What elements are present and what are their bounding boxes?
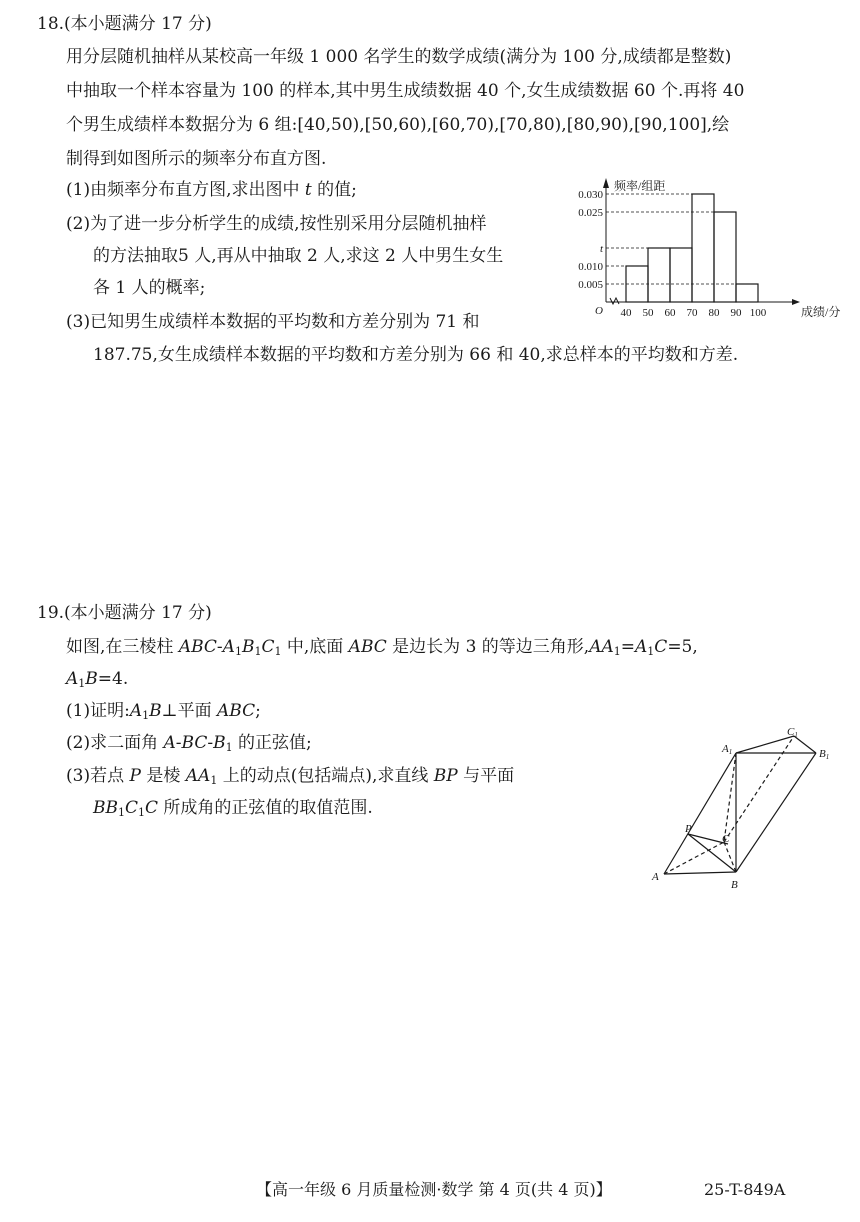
label-B1 bbox=[819, 748, 829, 761]
m: BP bbox=[433, 766, 458, 786]
q18-stem-line-3: 个男生成绩样本数据分为 6 组:[40,50),[50,60),[60,70),[70,80),[80,90),[90,100],绘 bbox=[66, 115, 730, 135]
m: A bbox=[66, 669, 79, 689]
x-tick-label-3: 60 bbox=[664, 307, 676, 319]
s: 1 bbox=[78, 677, 86, 690]
q18-part-3-line-1: (3)已知男生成绩样本数据的平均数和方差分别为 71 和 bbox=[66, 312, 480, 332]
s: 1 bbox=[647, 645, 655, 658]
t: 所成角的正弦值的取值范围. bbox=[158, 798, 373, 818]
label-P: P bbox=[685, 823, 692, 835]
y-axis-label: 频率/组距 bbox=[614, 179, 666, 193]
q18-part-2-line-3: 各 1 人的概率; bbox=[93, 278, 206, 298]
q18-part-1-tail: 的值; bbox=[311, 180, 357, 200]
histogram-bar-5 bbox=[714, 212, 736, 302]
q18-part-2-line-2: 的方法抽取5 人,再从中抽取 2 人,求这 2 人中男生女生 bbox=[93, 246, 504, 266]
q19-header: 19.(本小题满分 17 分) bbox=[37, 603, 212, 623]
s: 1 bbox=[138, 806, 146, 819]
q19-part-3-line-2 bbox=[93, 796, 373, 825]
t: 是边长为 3 的等边三角形, bbox=[386, 637, 590, 657]
m: C bbox=[261, 637, 275, 657]
q19-stem-line-1 bbox=[66, 635, 698, 664]
x-tick-label-2: 50 bbox=[642, 307, 654, 319]
y-tick-label-2: 0.025 bbox=[578, 207, 603, 219]
t: 与平面 bbox=[457, 766, 515, 786]
q19-part-1 bbox=[66, 699, 261, 728]
x-axis-label: 成绩/分 bbox=[801, 305, 841, 319]
q18-part-1 bbox=[66, 178, 357, 202]
x-tick-label-7: 100 bbox=[749, 307, 767, 319]
t: 的正弦值; bbox=[232, 733, 312, 753]
t: (3)若点 bbox=[66, 766, 130, 786]
edge-C-C1 bbox=[724, 736, 794, 842]
label-A1-sub: 1 bbox=[728, 748, 733, 756]
q18-part-3-line-2: 187.75,女生成绩样本数据的平均数和方差分别为 66 和 40,求总样本的平均数和方差. bbox=[93, 345, 739, 365]
y-tick-label-4: 0.010 bbox=[578, 261, 603, 273]
edge-A-A1 bbox=[664, 753, 736, 874]
x-tick-label-6: 90 bbox=[730, 307, 742, 319]
label-A1 bbox=[721, 743, 732, 756]
var-t: t bbox=[304, 180, 312, 200]
s: 1 bbox=[118, 806, 125, 819]
edge-B-B1 bbox=[736, 753, 816, 872]
t: 是棱 bbox=[140, 766, 186, 786]
x-axis-arrow bbox=[792, 299, 800, 305]
label-C1-letter: C bbox=[787, 726, 795, 738]
q18-stem-line-4: 制得到如图所示的频率分布直方图. bbox=[66, 149, 327, 169]
m: BC bbox=[181, 733, 208, 753]
s: 1 bbox=[210, 774, 218, 787]
histogram-bar-6 bbox=[736, 284, 758, 302]
edge-A1-C1 bbox=[736, 736, 794, 753]
frequency-histogram bbox=[558, 174, 841, 324]
q18-part-2-line-1: (2)为了进一步分析学生的成绩,按性别采用分层随机抽样 bbox=[66, 214, 487, 234]
label-C1-sub: 1 bbox=[794, 731, 798, 739]
m: ABC bbox=[178, 637, 217, 657]
label-C: C bbox=[722, 833, 730, 845]
x-tick-label-5: 80 bbox=[708, 307, 720, 319]
t: - bbox=[216, 637, 223, 657]
m: ABC bbox=[348, 637, 387, 657]
histogram-bar-4 bbox=[692, 194, 714, 302]
q18-part-1-text: (1)由频率分布直方图,求出图中 bbox=[66, 180, 305, 200]
m: C bbox=[125, 798, 139, 818]
prism-figure bbox=[640, 726, 840, 894]
y-axis-arrow bbox=[603, 178, 609, 188]
t: =4. bbox=[97, 669, 129, 689]
m: AA bbox=[589, 637, 614, 657]
label-B1-letter: B bbox=[819, 748, 826, 760]
t: ⊥平面 bbox=[161, 701, 217, 721]
label-B: B bbox=[731, 879, 738, 891]
q19-stem-line-2 bbox=[66, 667, 128, 696]
label-C1 bbox=[787, 726, 798, 739]
footer-code: 25-T-849A bbox=[704, 1180, 786, 1199]
edge-A-B bbox=[664, 872, 736, 874]
t: (1)证明: bbox=[66, 701, 130, 721]
m: BB bbox=[93, 798, 118, 818]
x-tick-label-4: 70 bbox=[686, 307, 698, 319]
label-A1-letter: A bbox=[722, 743, 729, 755]
s: 1 bbox=[274, 645, 282, 658]
label-B1-sub: 1 bbox=[825, 753, 830, 761]
t: - bbox=[175, 733, 182, 753]
q19-part-3-line-1 bbox=[66, 764, 514, 793]
m: P bbox=[129, 766, 141, 786]
histogram-bar-2 bbox=[648, 248, 670, 302]
y-tick-label-1: 0.030 bbox=[578, 189, 603, 201]
x-axis-break bbox=[610, 298, 619, 304]
m: A bbox=[222, 637, 235, 657]
s: 1 bbox=[142, 709, 150, 722]
q18-header: 18.(本小题满分 17 分) bbox=[37, 14, 212, 34]
m: C bbox=[145, 798, 159, 818]
label-A: A bbox=[652, 871, 659, 883]
m: B bbox=[213, 733, 226, 753]
m: A bbox=[635, 637, 648, 657]
m: B bbox=[85, 669, 98, 689]
m: B bbox=[149, 701, 162, 721]
q19-part-2 bbox=[66, 731, 312, 760]
footer-title: 【高一年级 6 月质量检测·数学 第 4 页(共 4 页)】 bbox=[256, 1180, 612, 1199]
t: (2)求二面角 bbox=[66, 733, 164, 753]
x-tick-label-1: 40 bbox=[620, 307, 632, 319]
t: 中,底面 bbox=[281, 637, 349, 657]
y-tick-label-5: 0.005 bbox=[578, 279, 603, 291]
t: - bbox=[207, 733, 214, 753]
y-tick-label-3: t bbox=[599, 243, 603, 255]
t: 如图,在三棱柱 bbox=[66, 637, 179, 657]
q18-stem-line-1: 用分层随机抽样从某校高一年级 1 000 名学生的数学成绩(满分为 100 分,成绩都是整数) bbox=[66, 47, 732, 67]
m: B bbox=[241, 637, 255, 657]
t: =5, bbox=[667, 637, 698, 657]
histogram-bar-3 bbox=[670, 248, 692, 302]
q18-stem-line-2: 中抽取一个样本容量为 100 的样本,其中男生成绩数据 40 个,女生成绩数据 60 个.再将 40 bbox=[66, 81, 745, 101]
m: C bbox=[654, 637, 668, 657]
t: = bbox=[620, 637, 636, 657]
s: 1 bbox=[613, 645, 621, 658]
origin-label: O bbox=[595, 305, 603, 317]
s: 1 bbox=[254, 645, 262, 658]
s: 1 bbox=[234, 645, 242, 658]
t: 上的动点(包括端点),求直线 bbox=[217, 766, 434, 786]
edge-A1-C bbox=[724, 753, 736, 842]
m: AA bbox=[185, 766, 211, 786]
s: 1 bbox=[225, 741, 233, 754]
m: ABC bbox=[217, 701, 256, 721]
m: A bbox=[129, 701, 143, 721]
t: ; bbox=[255, 701, 261, 721]
m: A bbox=[163, 733, 176, 753]
